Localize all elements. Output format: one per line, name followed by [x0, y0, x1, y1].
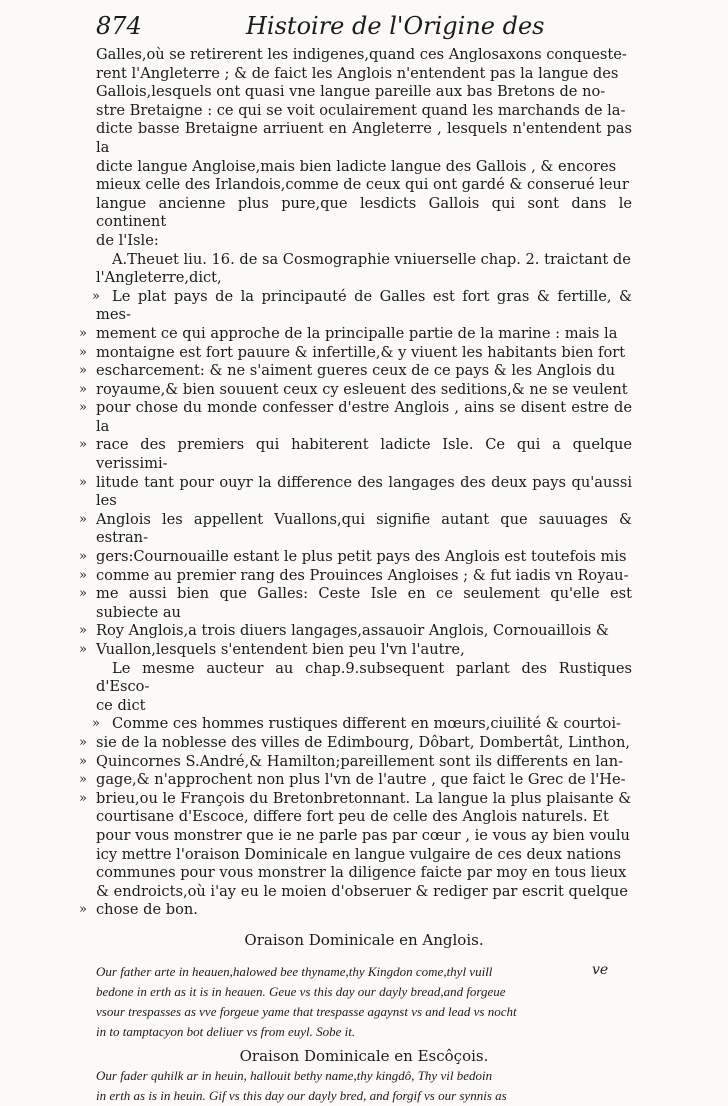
text-line: ce dict [96, 696, 146, 714]
script-line: vsour trespasses as vve forgeue yame that trespasse agaynst vs and lead vs nocht [96, 1003, 517, 1019]
quote-line: » litude tant pour ouyr la difference des langages des deux pays qu'aussi les [96, 474, 632, 511]
quotation-marker-icon: » [79, 474, 87, 490]
text-line: Gallois,lesquels ont quasi vne langue pareille aux bas Bretons de no- [96, 83, 606, 101]
quote-line: » comme au premier rang des Prouinces Angloises ; & fut iadis vn Royau- [96, 567, 632, 586]
text-line: de l'Isle: [96, 231, 159, 249]
catchword: ve [592, 962, 609, 978]
quotation-marker-icon: » [79, 400, 87, 416]
text-line: l'Angleterre,dict, [96, 269, 222, 287]
page-number: 874 [96, 12, 142, 40]
quotation-marker-icon: » [79, 381, 87, 397]
quotation-marker-icon: » [79, 902, 87, 918]
citation-chap9 [96, 660, 632, 716]
text-line: stre Bretaigne : ce qui se voit oculairement quand les marchands de la- [96, 101, 626, 119]
script-line: in erth as is in heuin. Gif vs this day our dayly bred, and forgif vs our synnis as [96, 1087, 507, 1103]
text-line: communes pour vous monstrer la diligence faicte par moy en tous lieux [96, 864, 627, 882]
quotation-marker-icon: » [79, 586, 87, 602]
quote-line: » gers:Cournouaille estant le plus petit pays des Anglois est toutefois mis [96, 548, 632, 567]
text-line: pour vous monstrer que ie ne parle pas par cœur , ie vous ay bien voulu [96, 826, 630, 844]
quote-line: » escharcement: & ne s'aiment gueres ceux de ce pays & les Anglois du [96, 362, 632, 381]
quotation-marker-icon: » [79, 363, 87, 379]
citation-thevet [96, 251, 632, 288]
quote-line: » mement ce qui approche de la principalle partie de la marine : mais la [96, 325, 632, 344]
text-line: mieux celle des Irlandois,comme de ceux qui ont gardé & conserué leur [96, 176, 629, 194]
quote-line: » brieu,ou le François du Bretonbretonnant. La langue la plus plaisante & [96, 790, 632, 809]
quotation-marker-icon: » [79, 753, 87, 769]
script-line: Our father arte in heauen,halowed bee thyname,thy Kingdon come,thyl vuill [96, 963, 493, 979]
text-line: & endroicts,où i'ay eu le moien d'obseruer & rediger par escrit quelque [96, 882, 628, 900]
text-line: Le mesme aucteur au chap.9.subsequent parlant des Rustiques d'Esco- [96, 659, 632, 696]
script-line: bedone in erth as it is in heauen. Geue vs this day our dayly bread,and forgeue [96, 983, 506, 999]
quote-chap9 [79, 715, 632, 808]
quote-line: » montaigne est fort pauure & infertille,& y viuent les habitants bien fort [96, 344, 632, 363]
continuation-start: La langue la plus plaisante & [414, 789, 632, 807]
text-line: dicte langue Angloise,mais bien ladicte langue des Gallois , & encores [96, 157, 617, 175]
quote-line: » Roy Anglois,a trois diuers langages,assauoir Anglois, Cornouaillois & [96, 622, 632, 641]
quote-line: » race des premiers qui habiterent ladicte Isle. Ce qui a quelque verissimi- [96, 436, 632, 473]
script-line: in to tamptacyon bot deliuer vs from euyl. Sobe it. [96, 1023, 356, 1039]
quote-line: » Comme ces hommes rustiques different en mœurs,ciuilité & courtoi- [96, 715, 632, 734]
section-heading-escocois: Oraison Dominicale en Escôçois. [239, 1046, 489, 1065]
quote-line: » Quincornes S.André,& Hamilton;pareillement sont ils differents en lan- [96, 753, 632, 772]
continuation-paragraph [79, 808, 632, 920]
page-header [96, 12, 676, 42]
section-heading-anglois: Oraison Dominicale en Anglois. [244, 930, 484, 949]
quote-line: » gage,& n'approchent non plus l'vn de l'autre , que faict le Grec de l'He- [96, 771, 632, 790]
quotation-marker-icon: » [79, 790, 87, 806]
quotation-marker-icon: » [79, 511, 87, 527]
quote-line: » Vuallon,lesquels s'entendent bien peu l'vn l'autre, [96, 641, 632, 660]
text-line: icy mettre l'oraison Dominicale en langue vulgaire de ces deux nations [96, 845, 622, 863]
quotation-marker-icon: » [79, 623, 87, 639]
quotation-marker-icon: » [79, 734, 87, 750]
running-title: Histoire de l'Origine des [246, 12, 545, 40]
quotation-marker-icon: » [79, 549, 87, 565]
text-line: langue ancienne plus pure,que lesdicts Gallois qui sont dans le continent [96, 194, 632, 231]
quote-line: » pour chose du monde confesser d'estre Anglois , ains se disent estre de la [96, 399, 632, 436]
prayer-anglois [96, 962, 632, 1042]
quotation-marker-icon: » [92, 288, 100, 304]
text-line: courtisane d'Escoce, differe fort peu de celle des Anglois naturels. Et [96, 808, 609, 826]
quotation-marker-icon: » [79, 437, 87, 453]
quotation-marker-icon: » [92, 716, 100, 732]
text-line: A.Theuet liu. 16. de sa Cosmographie vniuerselle chap. 2. traictant de [112, 250, 631, 268]
quote-line: » chose de bon. [96, 901, 632, 920]
text-line: Galles,où se retirerent les indigenes,quand ces Anglosaxons conqueste- [96, 46, 627, 63]
quote-thevet [79, 287, 632, 660]
quotation-marker-icon: » [79, 325, 87, 341]
quotation-marker-icon: » [79, 772, 87, 788]
quote-line: » royaume,& bien souuent ceux cy esleuent des seditions,& ne se veulent [96, 381, 632, 400]
quote-line: » Anglois les appellent Vuallons,qui signifie autant que sauuages & estran- [96, 511, 632, 548]
prayer-escocois [96, 1066, 632, 1106]
text-line: dicte basse Bretaigne arriuent en Angleterre , lesquels n'entendent pas la [96, 120, 632, 156]
quote-line: » me aussi bien que Galles: Ceste Isle en ce seulement qu'elle est subiecte au [96, 585, 632, 622]
text-line: rent l'Angleterre ; & de faict les Anglois n'entendent pas la langue des [96, 64, 619, 82]
quotation-marker-icon: » [79, 567, 87, 583]
intro-paragraph [96, 46, 632, 251]
body-text [79, 46, 632, 1106]
quotation-marker-icon: » [79, 344, 87, 360]
quotation-marker-icon: » [79, 642, 87, 657]
quote-line: » sie de la noblesse des villes de Edimbourg, Dôbart, Dombertât, Linthon, [96, 734, 632, 753]
script-line: Our fader quhilk ar in heuin, hallouit bethy name,thy kingdô, Thy vil bedoin [96, 1067, 493, 1083]
quote-line: » Le plat pays de la principauté de Galles est fort gras & fertille, & mes- [96, 288, 632, 325]
